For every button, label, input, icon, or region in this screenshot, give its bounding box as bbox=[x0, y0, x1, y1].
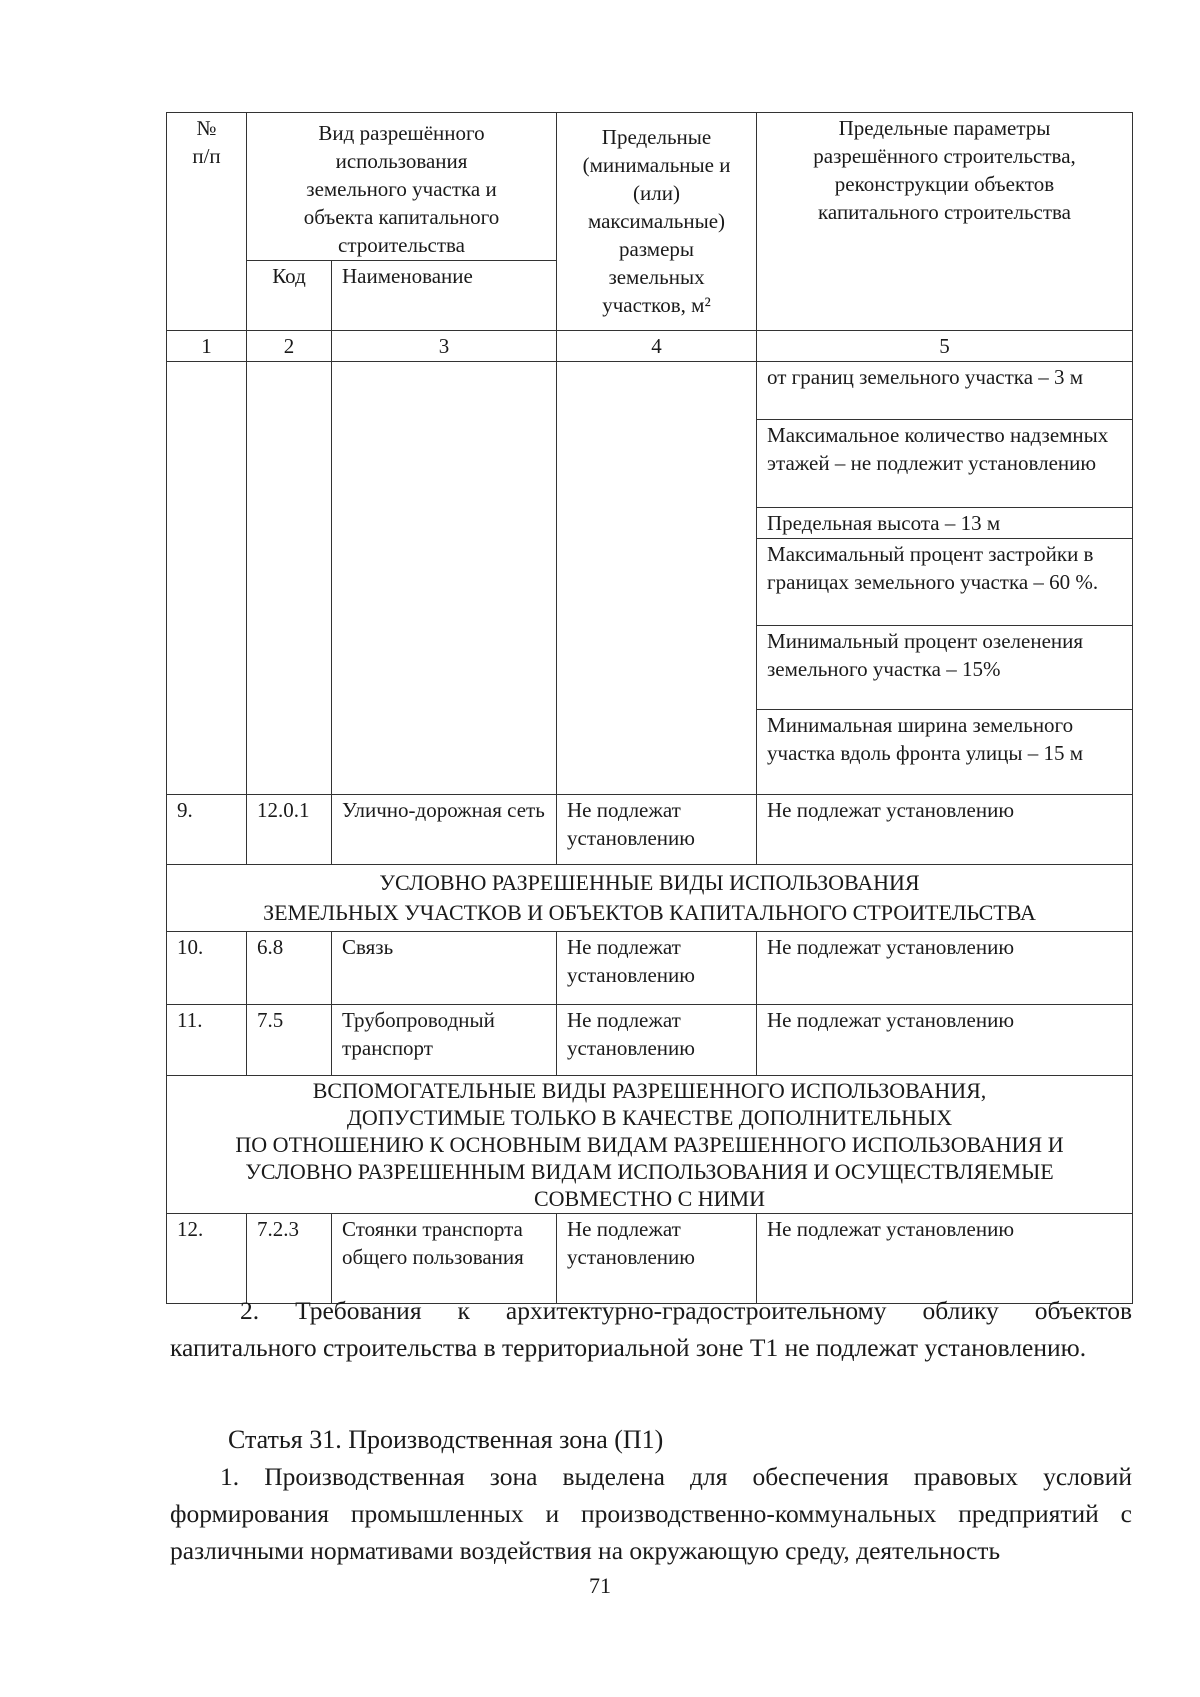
header-code: Код bbox=[247, 261, 332, 331]
row-size: Не подлежат установлению bbox=[557, 1005, 757, 1076]
article-heading: Статья 31. Производственная зона (П1) bbox=[228, 1425, 664, 1454]
row-code: 7.2.3 bbox=[247, 1214, 332, 1304]
row-params: Не подлежат установлению bbox=[757, 795, 1133, 865]
header-plot-sizes: Предельные (минимальные и (или) максимальные) размеры земельных участков, м² bbox=[557, 113, 757, 331]
col-number: 5 bbox=[757, 331, 1133, 362]
header-use-type: Вид разрешённого использования земельного участка и объекта капитального строительства bbox=[247, 113, 557, 261]
row-num: 12. bbox=[167, 1214, 247, 1304]
header-params: Предельные параметры разрешённого строительства, реконструкции объектов капитального строительства bbox=[757, 113, 1133, 331]
paragraph-production-zone: 1. Производственная зона выделена для обеспечения правовых условий формирования промышленных и производственно-коммунальных предприятий с различными нормативами воздействия на окружающую среду, деятельность bbox=[170, 1462, 1132, 1565]
empty-cell bbox=[247, 362, 332, 795]
header-num: № п/п bbox=[167, 113, 247, 331]
row-params: Не подлежат установлению bbox=[757, 932, 1133, 1005]
zoning-table bbox=[166, 112, 1133, 1304]
row-name: Трубопроводный транспорт bbox=[332, 1005, 557, 1076]
row-name: Стоянки транспорта общего пользования bbox=[332, 1214, 557, 1304]
col-number: 3 bbox=[332, 331, 557, 362]
header-name: Наименование bbox=[332, 261, 557, 331]
page-number: 71 bbox=[589, 1573, 611, 1598]
row-num: 9. bbox=[167, 795, 247, 865]
table-row bbox=[167, 795, 1133, 865]
row-size: Не подлежат установлению bbox=[557, 1214, 757, 1304]
empty-cell bbox=[332, 362, 557, 795]
param-cell: Предельная высота – 13 м bbox=[757, 508, 1133, 539]
param-cell: от границ земельного участка – 3 м bbox=[757, 362, 1133, 420]
param-cell: Минимальная ширина земельного участка вдоль фронта улицы – 15 м bbox=[757, 710, 1133, 795]
paragraph-requirements: 2. Требования к архитектурно-градостроительному облику объектов капитального строительства в территориальной зоне Т1 не подлежат установлению. bbox=[170, 1296, 1132, 1362]
empty-cell bbox=[167, 362, 247, 795]
row-size: Не подлежат установлению bbox=[557, 795, 757, 865]
row-params: Не подлежат установлению bbox=[757, 1005, 1133, 1076]
param-cell: Максимальное количество надземных этажей – не подлежит установлению bbox=[757, 420, 1133, 508]
table-row bbox=[167, 1005, 1133, 1076]
row-size: Не подлежат установлению bbox=[557, 932, 757, 1005]
section-conditional: УСЛОВНО РАЗРЕШЕННЫЕ ВИДЫ ИСПОЛЬЗОВАНИЯ ЗЕМЕЛЬНЫХ УЧАСТКОВ И ОБЪЕКТОВ КАПИТАЛЬНОГО СТРОИТЕЛЬСТВА bbox=[167, 865, 1133, 932]
empty-cell bbox=[557, 362, 757, 795]
row-num: 10. bbox=[167, 932, 247, 1005]
col-number: 4 bbox=[557, 331, 757, 362]
col-number: 1 bbox=[167, 331, 247, 362]
row-params: Не подлежат установлению bbox=[757, 1214, 1133, 1304]
param-cell: Минимальный процент озеленения земельного участка – 15% bbox=[757, 626, 1133, 710]
section-auxiliary: ВСПОМОГАТЕЛЬНЫЕ ВИДЫ РАЗРЕШЕННОГО ИСПОЛЬЗОВАНИЯ, ДОПУСТИМЫЕ ТОЛЬКО В КАЧЕСТВЕ ДОПОЛНИТЕЛЬНЫХ ПО ОТНОШЕНИЮ К ОСНОВНЫМ ВИДАМ РАЗРЕШЕННОГО ИСПОЛЬЗОВАНИЯ И УСЛОВНО РАЗРЕШЕННЫМ ВИДАМ ИСПОЛЬЗОВАНИЯ И ОСУЩЕСТВЛЯЕМЫЕ СОВМЕСТНО С НИМИ bbox=[167, 1076, 1133, 1214]
col-number: 2 bbox=[247, 331, 332, 362]
row-code: 6.8 bbox=[247, 932, 332, 1005]
row-code: 7.5 bbox=[247, 1005, 332, 1076]
row-name: Улично-дорожная сеть bbox=[332, 795, 557, 865]
table-row bbox=[167, 932, 1133, 1005]
row-num: 11. bbox=[167, 1005, 247, 1076]
table-row bbox=[167, 1214, 1133, 1304]
row-name: Связь bbox=[332, 932, 557, 1005]
row-code: 12.0.1 bbox=[247, 795, 332, 865]
param-cell: Максимальный процент застройки в границах земельного участка – 60 %. bbox=[757, 539, 1133, 626]
